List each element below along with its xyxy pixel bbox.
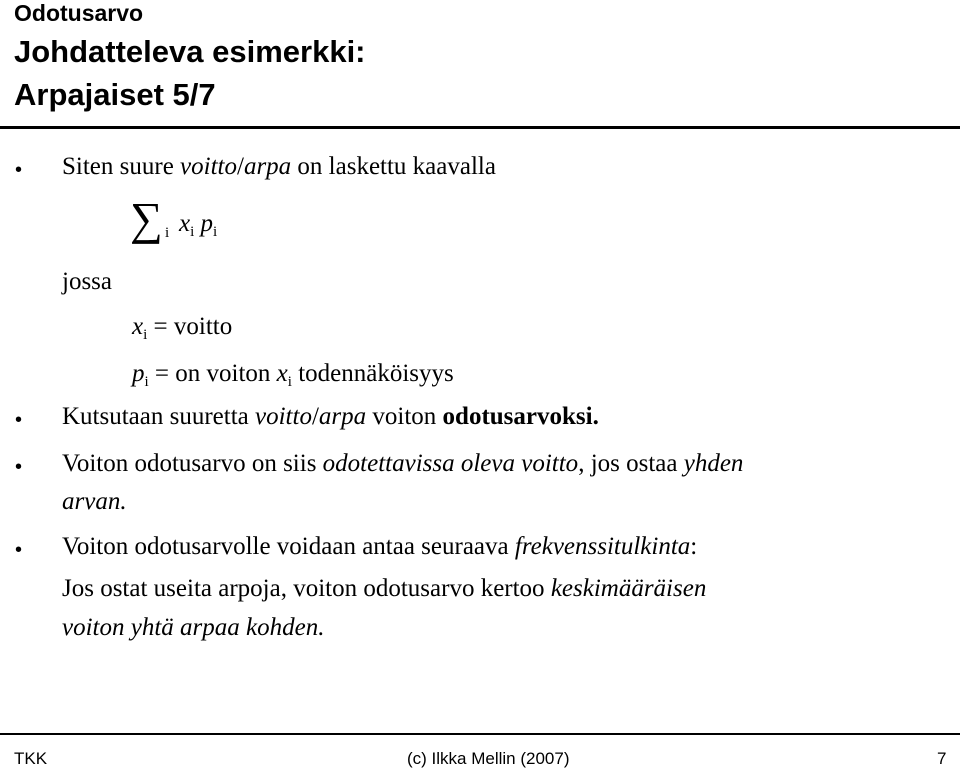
page-number: 7 xyxy=(937,749,947,768)
footer-left: TKK xyxy=(14,749,48,768)
paragraph-line1: Jos ostat useita arpoja, voiton odotusarvo kertoo keskimääräisen xyxy=(62,575,707,602)
footer-divider xyxy=(0,733,960,735)
definition-x: $x_i$ = voitto xyxy=(132,313,233,343)
bullet2-text: Kutsutaan suuretta voitto/arpa voiton odotusarvoksi. xyxy=(62,403,599,430)
formula-product: $x_i$ $p_i$ xyxy=(179,210,218,240)
bullet4-text: Voiton odotusarvolle voidaan antaa seuraava frekvenssitulkinta: xyxy=(62,533,698,560)
bullet-dot: • xyxy=(15,159,23,181)
bullet-dot: • xyxy=(15,409,23,431)
definition-p: $p_i$ = on voiton $x_i$ todennäköisyys xyxy=(132,360,454,390)
section-label: Odotusarvo xyxy=(14,0,144,26)
summation-symbol: ∑ xyxy=(130,193,163,244)
slide-title-line2: Arpajaiset 5/7 xyxy=(14,77,216,112)
summation-index: i xyxy=(165,225,170,241)
bullet3-text-line2: arvan. xyxy=(62,488,127,515)
footer-center: (c) Ilkka Mellin (2007) xyxy=(407,749,570,768)
bullet-dot: • xyxy=(15,539,23,561)
bullet3-text-line1: Voiton odotusarvo on siis odotettavissa oleva voitto, jos ostaa yhden xyxy=(62,450,744,477)
paragraph-line2: voiton yhtä arpaa kohden. xyxy=(62,614,325,641)
bullet1-text: Siten suure voitto/arpa on laskettu kaavalla xyxy=(62,153,496,180)
bullet-dot: • xyxy=(15,456,23,478)
title-divider xyxy=(0,126,960,129)
jossa-label: jossa xyxy=(62,268,112,295)
slide-title-line1: Johdatteleva esimerkki: xyxy=(14,34,366,69)
